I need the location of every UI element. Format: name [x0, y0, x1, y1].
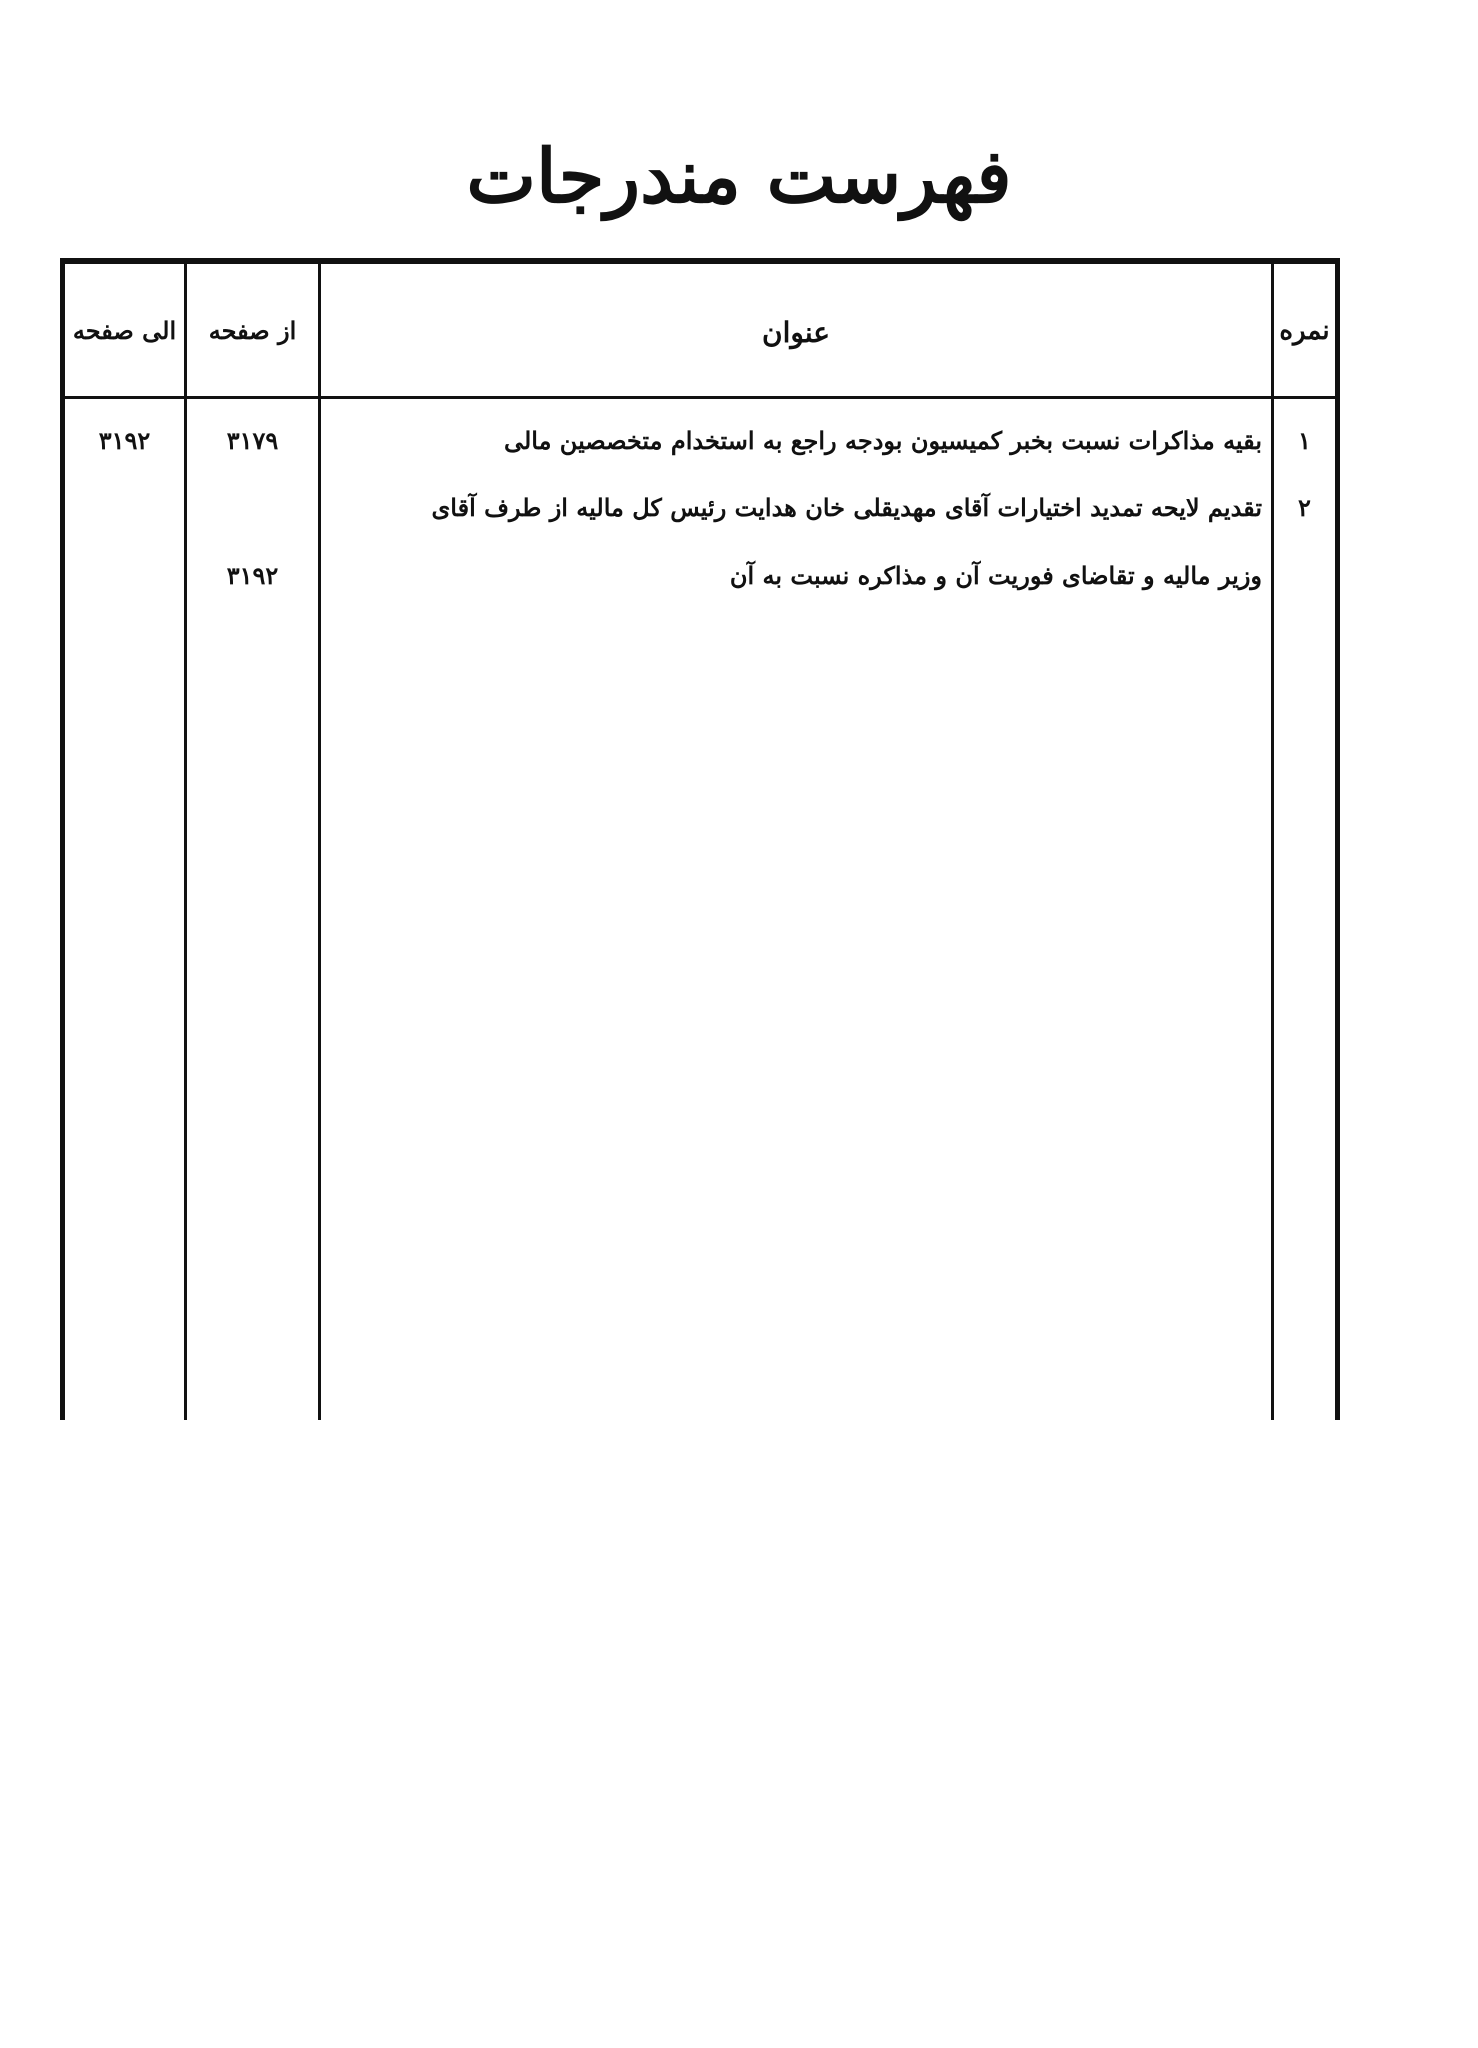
table-right-border [1335, 258, 1340, 1420]
row-subject-line: بقیه مذاکرات نسبت بخبر کمیسیون بودجه راجع به استخدام متخصصین مالی [503, 426, 1262, 455]
row-number: ۱ [1298, 426, 1311, 455]
row-from-page: ۳۱۹۲ [226, 561, 279, 590]
column-divider [318, 258, 321, 1420]
page-title: فهرست مندرجات [466, 134, 1012, 220]
header-divider [60, 396, 1340, 399]
header-subject: عنوان [762, 316, 830, 349]
row-number: ۲ [1298, 493, 1311, 522]
table-top-border [60, 258, 1340, 264]
contents-table [60, 258, 1340, 1420]
row-subject-line: تقدیم لایحه تمدید اختیارات آقای مهدیقلی خان هدایت رئیس کل مالیه از طرف آقای [431, 493, 1262, 522]
header-row-number: نمره [1279, 316, 1330, 346]
row-subject-line: وزیر مالیه و تقاضای فوریت آن و مذاکره نسبت به آن [729, 561, 1262, 590]
row-from-page: ۳۱۷۹ [226, 426, 279, 455]
header-from-page: از صفحه [208, 316, 297, 345]
row-to-page: ۳۱۹۲ [98, 426, 151, 455]
header-to-page: الی صفحه [72, 316, 177, 345]
